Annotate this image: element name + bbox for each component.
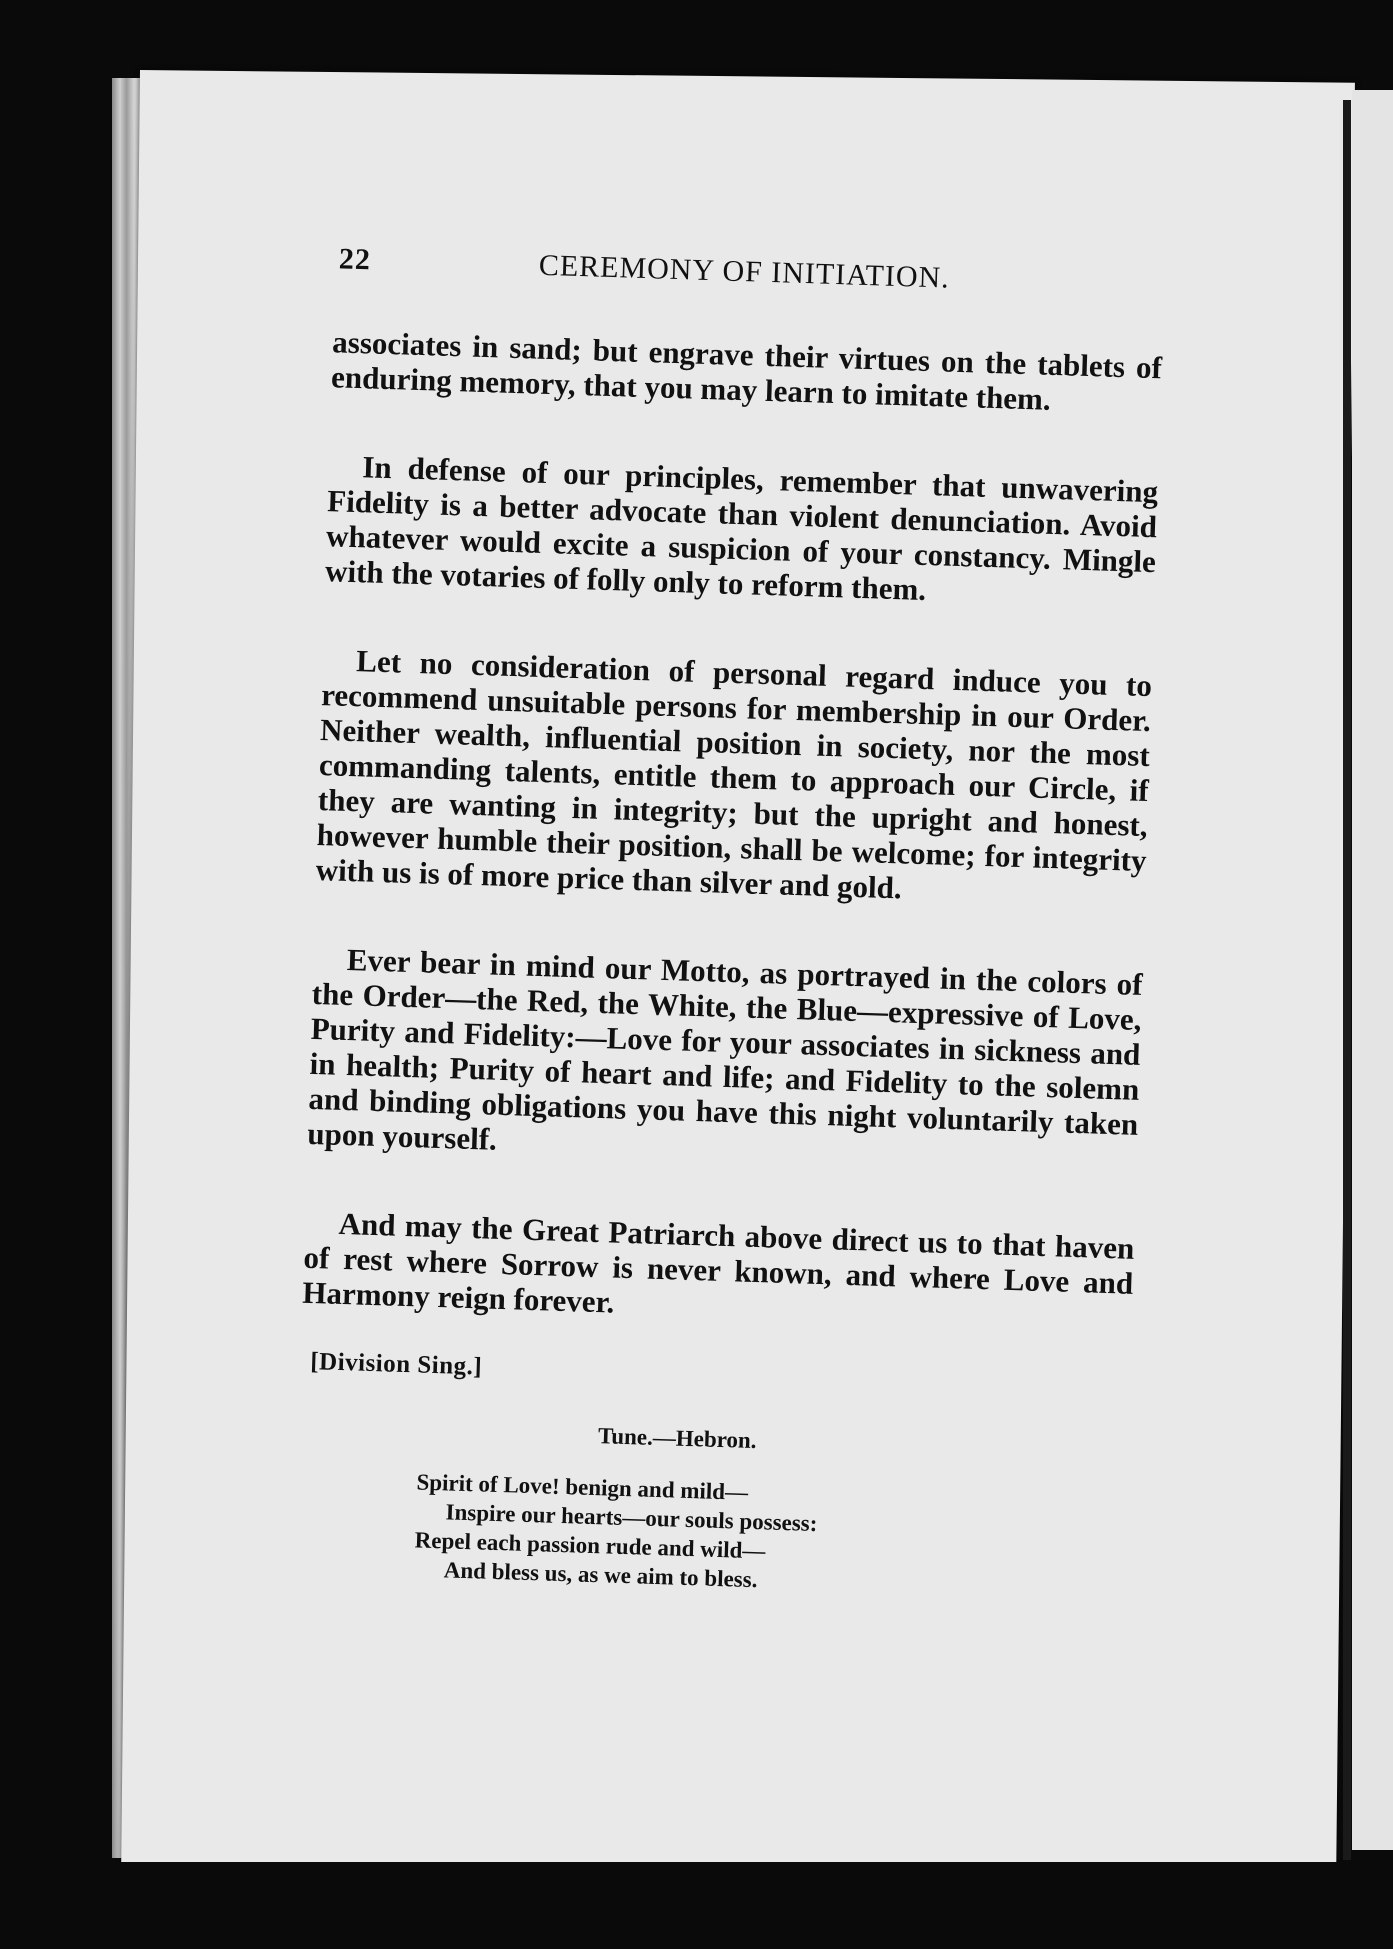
hymn-line: And bless us, as we aim to bless.: [443, 1557, 758, 1593]
facing-page-edge: [1352, 90, 1393, 1850]
scan-shadow: [0, 1862, 1393, 1949]
body-text: [293, 324, 1162, 1605]
paragraph-2: In defense of our principles, remember that unwavering Fidelity is a better advocate than violent denunciation. Avoid whatever would excite a suspicion of your constancy. Mingle with the votaries of folly only to reform them.: [324, 449, 1159, 608]
paragraph-5: And may the Great Patriarch above direct us to that haven of rest where Sorrow is never known, and where Love and Harmony reign forever.: [301, 1205, 1135, 1320]
tune-label: Tune.—Hebron.: [597, 1423, 757, 1454]
hymn-line: Inspire our hearts—our souls possess:: [445, 1499, 818, 1537]
paragraph-1: associates in sand; but engrave their virtues on the tablets of enduring memory, that you may learn to imitate them.: [330, 324, 1163, 417]
hymn-line: Repel each passion rude and wild—: [414, 1527, 766, 1564]
page-gutter: [1343, 100, 1351, 1860]
stage-direction: [Division Sing.]: [309, 1348, 483, 1381]
hymn-verse: [413, 1467, 1126, 1605]
page-number: 22: [338, 242, 372, 277]
paragraph-3: Let no consideration of personal regard induce you to recommend unsuitable persons for membership in our Order. Neither wealth, influential position in society, nor the most commanding talents, entitle them to approach our Circle, if they are wanting in integrity; but the upright and honest, however humble their position, shall be welcome; for integrity with us is of more price than silver and gold.: [315, 643, 1153, 906]
paragraph-4: Ever bear in mind our Motto, as portrayed in the colors of the Order—the Red, the White, the Blue—expressive of Love, Purity and Fidelity:—Love for your associates in sickness and in health; Purity of heart and life; and Fidelity to the solemn and binding obligations you have this night voluntarily taken upon yourself.: [306, 942, 1144, 1157]
hymn-line: Spirit of Love! benign and mild—: [416, 1469, 749, 1505]
running-head-title: CEREMONY OF INITIATION.: [538, 248, 951, 295]
